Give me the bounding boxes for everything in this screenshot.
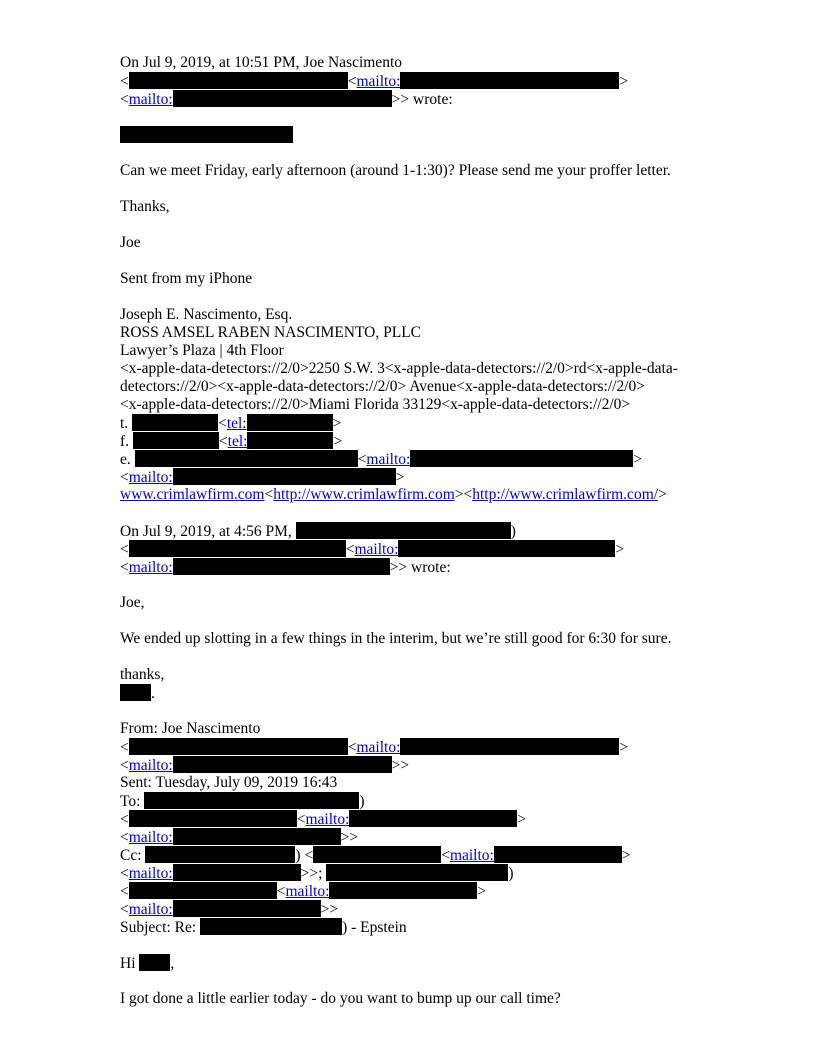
sent-line: Sent: Tuesday, July 09, 2019 16:43 bbox=[120, 774, 338, 791]
email-address-line: < <mailto: > bbox=[120, 541, 625, 558]
to-line: To: ) bbox=[120, 793, 365, 810]
signature-name: Joseph E. Nascimento, Esq. bbox=[120, 306, 293, 323]
redaction-box bbox=[296, 522, 511, 539]
closing: Thanks, bbox=[120, 198, 170, 215]
redaction-box bbox=[329, 882, 477, 899]
email-address-line: <mailto: >> wrote: bbox=[120, 559, 451, 576]
email-address-line: <mailto: >> bbox=[120, 829, 359, 846]
to-label: To: bbox=[120, 793, 141, 810]
mailto-link[interactable]: mailto: bbox=[128, 865, 173, 882]
signature-email: e. <mailto: > bbox=[120, 451, 643, 468]
greeting: Hi , bbox=[120, 955, 175, 972]
greeting-text: Hi bbox=[120, 955, 136, 972]
message-body: We ended up slotting in a few things in the interim, but we’re still good for 6:30 for sure. bbox=[120, 630, 672, 647]
redaction-box bbox=[145, 846, 295, 863]
email-address-line: < <mailto: > bbox=[120, 739, 629, 756]
redaction-box bbox=[247, 414, 333, 431]
mailto-link[interactable]: mailto: bbox=[354, 541, 399, 558]
message-body: Can we meet Friday, early afternoon (around 1-1:30)? Please send me your proffer letter. bbox=[120, 162, 671, 179]
from-line: From: Joe Nascimento bbox=[120, 720, 261, 737]
redaction-box bbox=[120, 684, 151, 701]
redaction-box bbox=[173, 864, 301, 881]
redaction-box bbox=[129, 72, 348, 89]
subject-line bbox=[120, 918, 740, 936]
redaction-box bbox=[139, 954, 170, 971]
website-link[interactable]: http://www.crimlawfirm.com bbox=[273, 486, 455, 503]
mailto-link[interactable]: mailto: bbox=[128, 829, 173, 846]
redaction-box bbox=[400, 72, 619, 89]
mailto-link[interactable]: mailto: bbox=[356, 73, 401, 90]
redaction-box bbox=[200, 918, 342, 935]
redaction-box bbox=[129, 810, 297, 827]
closing: thanks, bbox=[120, 666, 165, 683]
redacted-salutation bbox=[120, 126, 740, 144]
cc-line: Cc: ) < <mailto: > bbox=[120, 847, 631, 864]
email-address-line: <mailto: >>; ) bbox=[120, 865, 514, 882]
redaction-box bbox=[129, 882, 277, 899]
tel-link[interactable]: tel: bbox=[226, 415, 247, 432]
redaction-box bbox=[247, 432, 333, 449]
redaction-box bbox=[133, 432, 219, 449]
redaction-box bbox=[173, 756, 392, 773]
email-prefix: e. bbox=[120, 451, 131, 468]
redaction-box bbox=[132, 414, 218, 431]
email-address-line: <mailto: >> wrote: bbox=[120, 91, 453, 108]
signature-office: Lawyer’s Plaza | 4th Floor bbox=[120, 342, 284, 359]
redaction-box bbox=[144, 792, 359, 809]
mailto-link[interactable]: mailto: bbox=[128, 91, 173, 108]
cc-label: Cc: bbox=[120, 847, 142, 864]
redaction-box bbox=[494, 846, 622, 863]
reply-header-line: On Jul 9, 2019, at 4:56 PM, ) bbox=[120, 523, 516, 540]
redaction-box bbox=[398, 540, 615, 557]
email-address-line: < <mailto: > bbox=[120, 811, 527, 828]
email-address-line: <mailto: >> bbox=[120, 757, 410, 774]
redaction-box bbox=[326, 864, 508, 881]
subject-tail: ) - Epstein bbox=[342, 919, 407, 936]
redaction-box bbox=[129, 540, 346, 557]
redaction-box bbox=[173, 900, 321, 917]
redaction-box bbox=[120, 126, 293, 143]
signature-address: <x-apple-data-detectors://2/0>Miami Florida 33129<x-apple-data-detectors://2/0> bbox=[120, 396, 631, 413]
redaction-box bbox=[400, 738, 619, 755]
redaction-box bbox=[349, 810, 517, 827]
subject-label: Subject: Re: bbox=[120, 919, 197, 936]
mailto-link[interactable]: mailto: bbox=[128, 469, 173, 486]
greeting: Joe, bbox=[120, 594, 145, 611]
redaction-box bbox=[173, 90, 392, 107]
message-body: I got done a little earlier today - do you want to bump up our call time? bbox=[120, 990, 561, 1007]
email-address-line: < <mailto: > bbox=[120, 883, 487, 900]
sent-from-line: Sent from my iPhone bbox=[120, 270, 253, 287]
redaction-box bbox=[129, 738, 348, 755]
reply-header-text: On Jul 9, 2019, at 4:56 PM, bbox=[120, 523, 292, 540]
email-document bbox=[120, 54, 740, 1008]
email-address-line: <mailto: >> bbox=[120, 901, 339, 918]
mailto-link[interactable]: mailto: bbox=[356, 739, 401, 756]
mailto-link[interactable]: mailto: bbox=[128, 901, 173, 918]
phone-prefix: t. bbox=[120, 415, 129, 432]
signature-fax: f. <tel: > bbox=[120, 433, 343, 450]
redaction-box bbox=[173, 468, 396, 485]
mailto-link[interactable]: mailto: bbox=[449, 847, 494, 864]
signature-firm: ROSS AMSEL RABEN NASCIMENTO, PLLC bbox=[120, 324, 422, 341]
redaction-box bbox=[313, 846, 441, 863]
sender-name: Joe bbox=[120, 234, 141, 251]
fax-prefix: f. bbox=[120, 433, 130, 450]
redaction-box bbox=[173, 558, 390, 575]
website-link[interactable]: http://www.crimlawfirm.com/ bbox=[472, 486, 659, 503]
signature-address: <x-apple-data-detectors://2/0>2250 S.W. 3<x-apple-data-detectors://2/0>rd<x-apple-data- bbox=[120, 360, 678, 377]
website-line: www.crimlawfirm.com<http://www.crimlawfirm.com><http://www.crimlawfirm.com/> bbox=[120, 486, 667, 503]
signature-phone: t. <tel: > bbox=[120, 415, 342, 432]
mailto-link[interactable]: mailto: bbox=[285, 883, 330, 900]
signature-address: detectors://2/0><x-apple-data-detectors://2/0> Avenue<x-apple-data-detectors://2/0> bbox=[120, 378, 646, 395]
wrote-text: >> wrote: bbox=[389, 559, 451, 576]
mailto-link[interactable]: mailto: bbox=[366, 451, 411, 468]
email-address-line: < <mailto: > bbox=[120, 73, 629, 90]
email-address-line: <mailto: > bbox=[120, 469, 405, 486]
redacted-signoff: . bbox=[120, 684, 740, 702]
mailto-link[interactable]: mailto: bbox=[128, 559, 173, 576]
redaction-box bbox=[410, 450, 633, 467]
mailto-link[interactable]: mailto: bbox=[128, 757, 173, 774]
mailto-link[interactable]: mailto: bbox=[305, 811, 350, 828]
wrote-text: >> wrote: bbox=[391, 91, 453, 108]
tel-link[interactable]: tel: bbox=[227, 433, 248, 450]
website-link[interactable]: www.crimlawfirm.com bbox=[120, 486, 265, 503]
redaction-box bbox=[135, 450, 358, 467]
redaction-box bbox=[173, 828, 341, 845]
reply-header-line: On Jul 9, 2019, at 10:51 PM, Joe Nascimento bbox=[120, 54, 402, 71]
